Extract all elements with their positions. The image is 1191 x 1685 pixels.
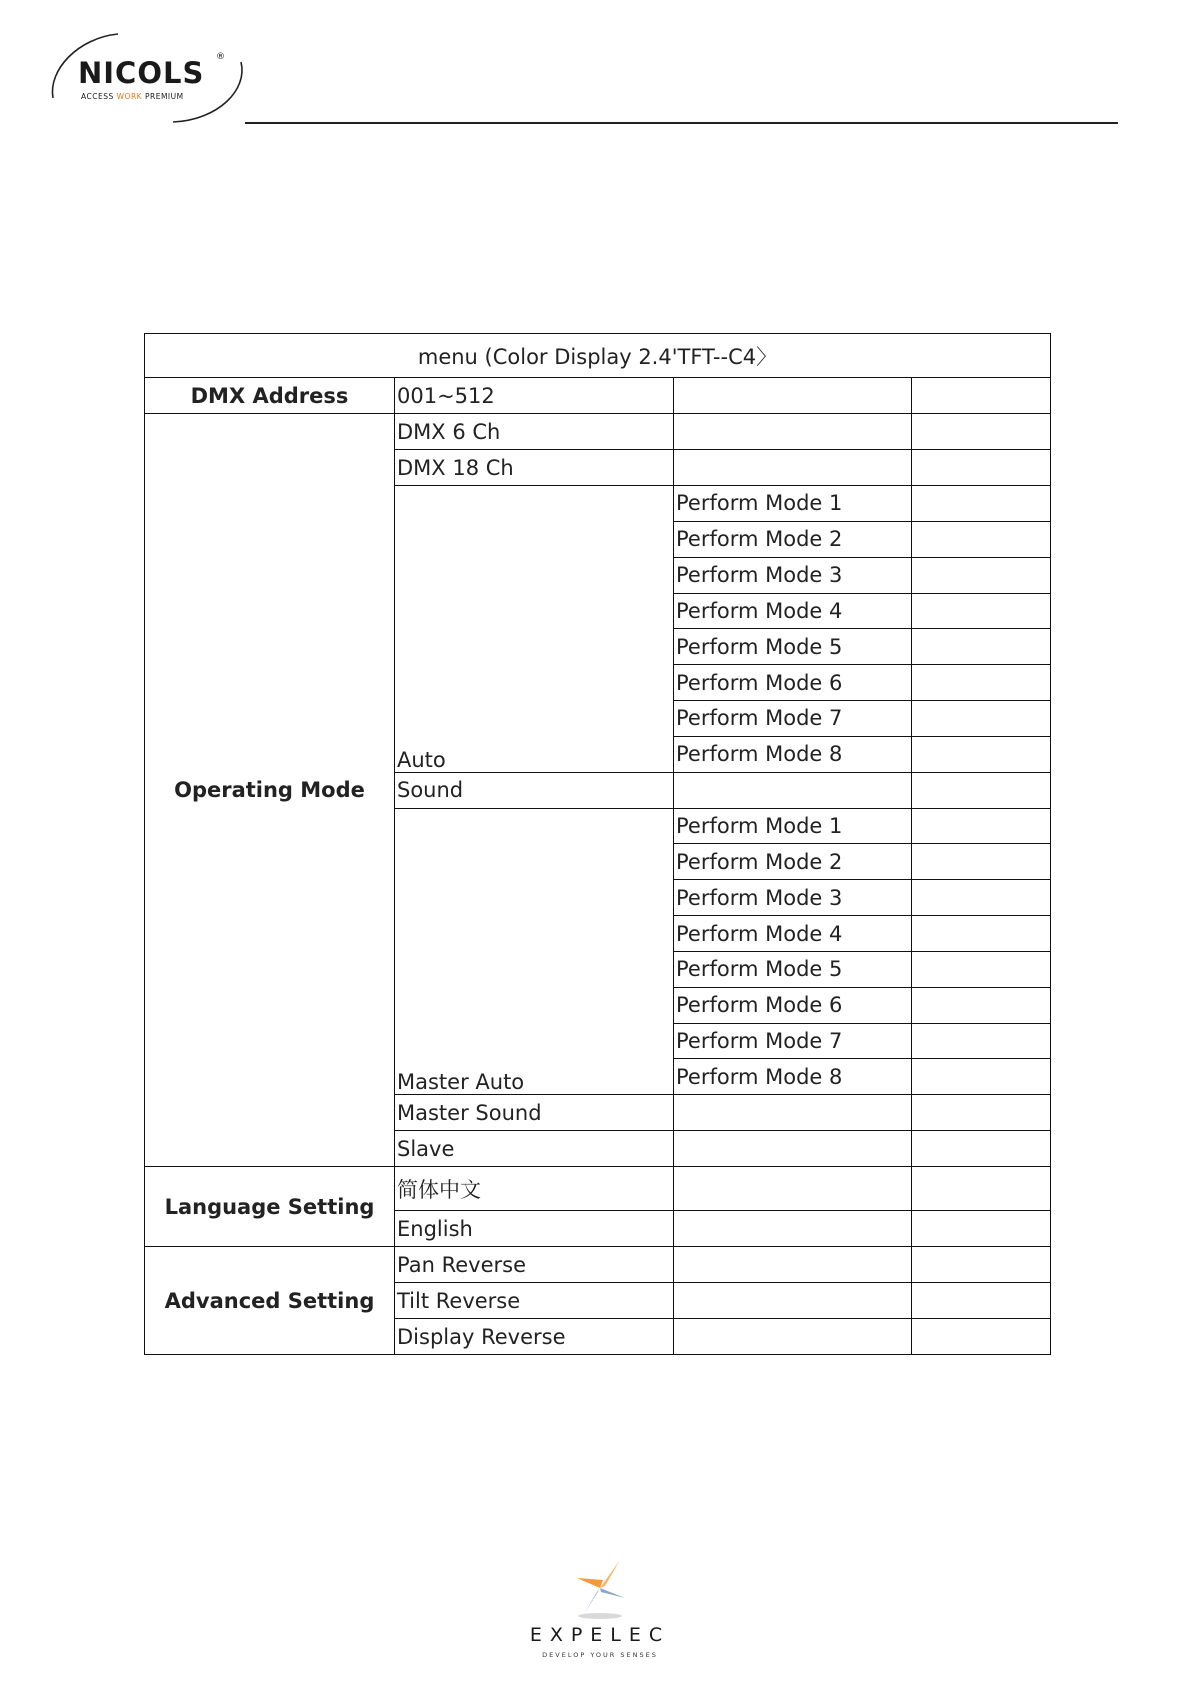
star-logo-icon: [565, 1558, 635, 1620]
list-item: Perform Mode 7: [674, 701, 912, 737]
list-item: Perform Mode 6: [674, 665, 912, 701]
tilt-reverse: Tilt Reverse: [395, 1283, 674, 1319]
list-item: Perform Mode 3: [674, 880, 912, 916]
footer-tagline: DEVELOP YOUR SENSES: [542, 1651, 658, 1659]
pan-reverse: Pan Reverse: [395, 1247, 674, 1283]
footer-brand: EXPELEC: [529, 1624, 671, 1646]
list-item: Perform Mode 4: [674, 916, 912, 952]
brand-tagline: ACCESS WORK PREMIUM: [81, 92, 184, 101]
table-title: menu (Color Display 2.4'TFT--C4〉: [145, 334, 1051, 378]
list-item: Perform Mode 1: [674, 808, 912, 844]
list-item: Perform Mode 6: [674, 987, 912, 1023]
table-row: [145, 378, 1051, 414]
language-chinese: 简体中文: [395, 1167, 674, 1211]
dmx-address-label: DMX Address: [145, 378, 395, 414]
brand-name: NICOLS: [78, 56, 205, 90]
display-reverse: Display Reverse: [395, 1319, 674, 1355]
list-item: Perform Mode 5: [674, 951, 912, 987]
language-setting-label: Language Setting: [145, 1167, 395, 1247]
master-sound-mode: Master Sound: [395, 1095, 674, 1131]
list-item: Perform Mode 3: [674, 557, 912, 593]
list-item: Perform Mode 2: [674, 521, 912, 557]
advanced-setting-label: Advanced Setting: [145, 1247, 395, 1355]
list-item: Perform Mode 5: [674, 629, 912, 665]
table-row: [145, 334, 1051, 378]
list-item: Perform Mode 7: [674, 1023, 912, 1059]
master-auto-mode: Master Auto: [395, 808, 674, 1095]
list-item: Perform Mode 1: [674, 485, 912, 521]
header-divider: [245, 122, 1118, 124]
slave-mode: Slave: [395, 1131, 674, 1167]
list-item: Perform Mode 8: [674, 1059, 912, 1095]
dmx-18ch: DMX 18 Ch: [395, 450, 674, 486]
list-item: Perform Mode 8: [674, 736, 912, 772]
sound-mode: Sound: [395, 772, 674, 808]
language-english: English: [395, 1211, 674, 1247]
operating-mode-label: Operating Mode: [145, 414, 395, 1167]
list-item: Perform Mode 2: [674, 844, 912, 880]
expelec-logo: [520, 1558, 680, 1658]
table-row: [145, 1247, 1051, 1283]
auto-mode: Auto: [395, 485, 674, 772]
dmx-address-value: 001~512: [395, 378, 674, 414]
list-item: Perform Mode 4: [674, 593, 912, 629]
nicols-logo: [48, 30, 248, 125]
table-row: [145, 414, 1051, 450]
registered-mark: ®: [216, 52, 225, 62]
table-row: [145, 1167, 1051, 1211]
dmx-6ch: DMX 6 Ch: [395, 414, 674, 450]
menu-table: [144, 333, 1051, 1355]
